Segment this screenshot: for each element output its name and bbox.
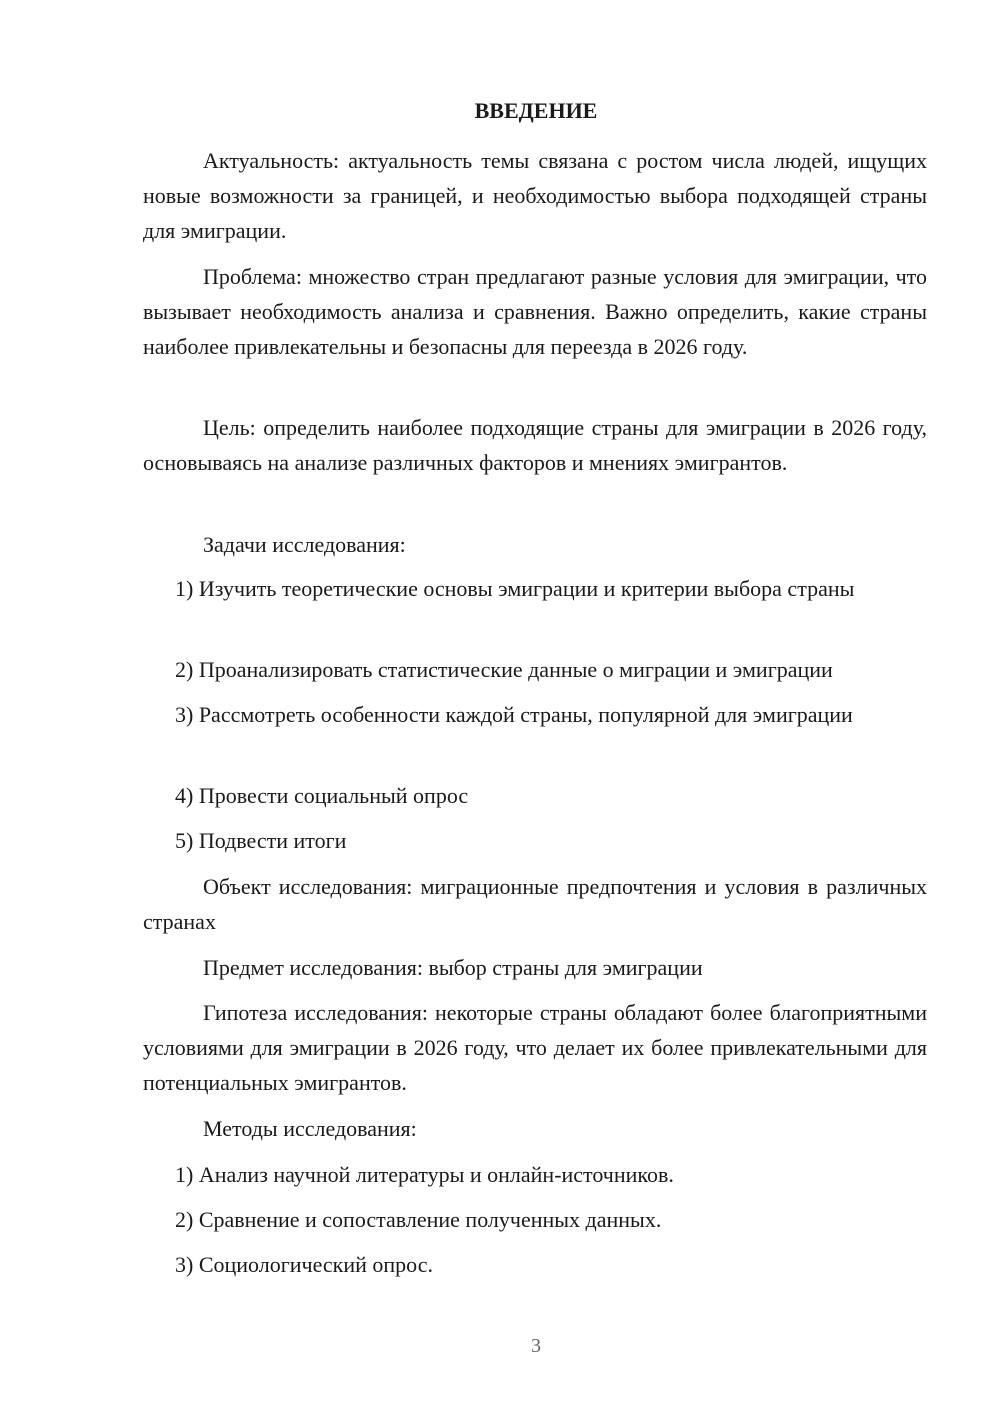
page-title: ВВЕДЕНИЕ [474,98,598,123]
method-item-2: 2) Сравнение и сопоставление полученных данных. [175,1207,662,1232]
goal-paragraph: Цель: определить наиболее подходящие страны для эмиграции в 2026 году, основываясь на анализе различных факторов и мнениях эмигрантов. [143,415,927,475]
method-item-1: 1) Анализ научной литературы и онлайн-источников. [175,1162,674,1187]
methods-heading: Методы исследования: [203,1116,417,1141]
hypothesis-paragraph: Гипотеза исследования: некоторые страны обладают более благоприятными условиями для эмиграции в 2026 году, что делает их более привлекательными для потенциальных эмигрантов. [143,1000,927,1095]
task-item-1: 1) Изучить теоретические основы эмиграции и критерии выбора страны [175,576,855,601]
task-item-2: 2) Проанализировать статистические данные о миграции и эмиграции [175,657,833,682]
subject-paragraph: Предмет исследования: выбор страны для эмиграции [203,955,703,980]
page-number: 3 [531,1335,541,1357]
task-item-5: 5) Подвести итоги [175,828,347,853]
relevance-paragraph: Актуальность: актуальность темы связана с ростом числа людей, ищущих новые возможности за границей, и необходимостью выбора подходящей страны для эмиграции. [143,148,927,243]
task-item-3: 3) Рассмотреть особенности каждой страны, популярной для эмиграции [175,702,853,727]
method-item-3: 3) Социологический опрос. [175,1252,433,1277]
tasks-heading: Задачи исследования: [203,532,406,557]
problem-paragraph: Проблема: множество стран предлагают разные условия для эмиграции, что вызывает необходимость анализа и сравнения. Важно определить, какие страны наиболее привлекательны и безопасны для переезда в 2026 году. [143,264,927,359]
task-item-4: 4) Провести социальный опрос [175,783,469,808]
object-paragraph: Объект исследования: миграционные предпочтения и условия в различных странах [143,874,927,934]
